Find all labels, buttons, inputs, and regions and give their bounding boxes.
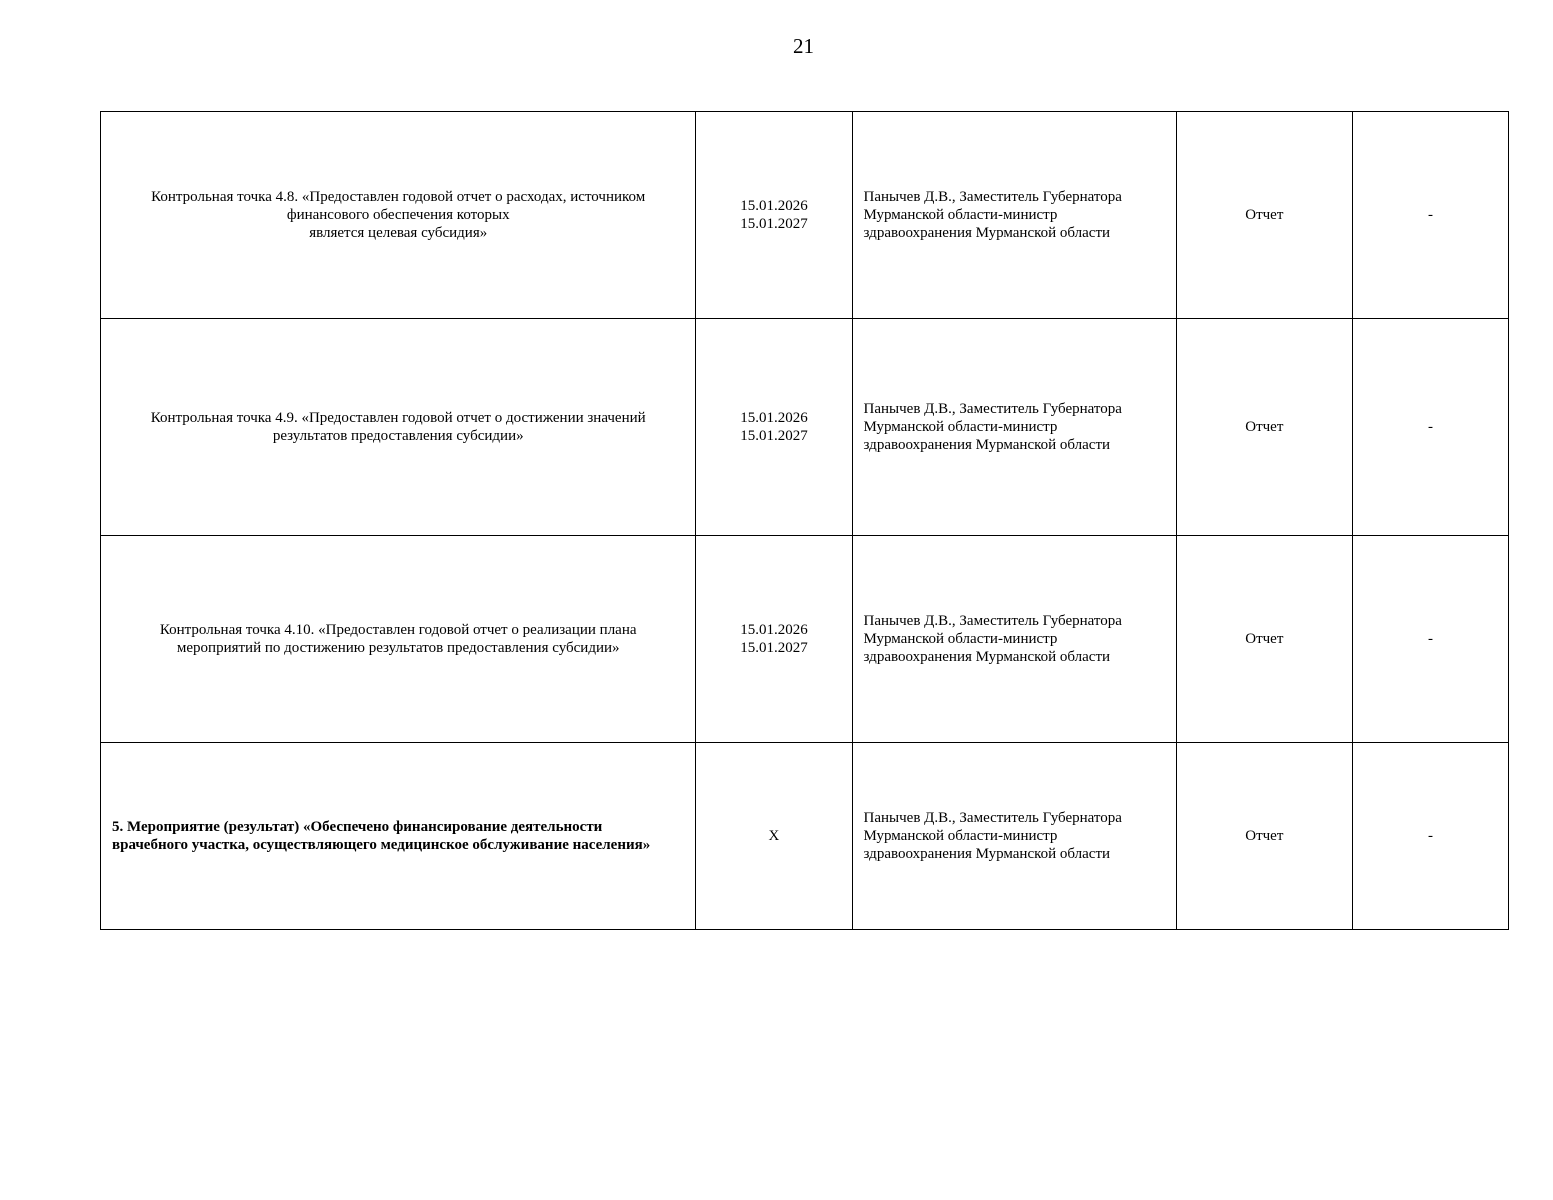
responsible-line: здравоохранения Мурманской области [863, 846, 1111, 862]
deadline-cell [696, 319, 852, 536]
event-name-cell [101, 112, 696, 319]
responsible-cell [852, 112, 1176, 319]
document-type-cell: Отчет [1176, 112, 1352, 319]
responsible-cell [852, 743, 1176, 930]
event-name-line: Контрольная точка 4.10. «Предоставлен годовой отчет о реализации плана [159, 622, 637, 638]
event-name-cell [101, 319, 696, 536]
document-type-cell: Отчет [1176, 319, 1352, 536]
event-name-line: 5. Мероприятие (результат) «Обеспечено финансирование деятельности [112, 819, 603, 835]
responsible-line: Панычев Д.В., Заместитель Губернатора [863, 189, 1122, 205]
responsible-line: здравоохранения Мурманской области [863, 649, 1111, 665]
note-cell: - [1352, 743, 1508, 930]
event-name-line: врачебного участка, осуществляющего медицинское обслуживание населения» [112, 837, 651, 853]
responsible-line: Панычев Д.В., Заместитель Губернатора [863, 613, 1122, 629]
deadline-date: 15.01.2026 [740, 198, 808, 214]
event-name-line: Контрольная точка 4.8. «Предоставлен годовой отчет о расходах, источником [151, 189, 646, 205]
responsible-line: Мурманской области-министр [863, 207, 1058, 223]
control-points-table [100, 111, 1509, 930]
event-name-line: Контрольная точка 4.9. «Предоставлен годовой отчет о достижении значений [150, 410, 646, 426]
event-name-cell [101, 743, 696, 930]
table-row [101, 319, 1509, 536]
event-name-line: финансового обеспечения которых [286, 207, 510, 223]
page-number: 21 [793, 34, 814, 58]
event-name-line: мероприятий по достижению результатов предоставления субсидии» [176, 640, 620, 656]
deadline-date: 15.01.2027 [740, 216, 808, 232]
table-row [101, 112, 1509, 319]
event-name-cell [101, 536, 696, 743]
deadline-cell [696, 743, 852, 930]
deadline-cell [696, 536, 852, 743]
responsible-line: Мурманской области-министр [863, 419, 1058, 435]
document-type-cell: Отчет [1176, 536, 1352, 743]
responsible-line: Мурманской области-министр [863, 828, 1058, 844]
deadline-date: X [768, 828, 780, 844]
document-type-cell: Отчет [1176, 743, 1352, 930]
table-row [101, 536, 1509, 743]
responsible-cell [852, 536, 1176, 743]
deadline-date: 15.01.2026 [740, 410, 808, 426]
note-cell: - [1352, 112, 1508, 319]
responsible-line: Панычев Д.В., Заместитель Губернатора [863, 810, 1122, 826]
deadline-date: 15.01.2027 [740, 640, 808, 656]
note-cell: - [1352, 319, 1508, 536]
note-cell: - [1352, 536, 1508, 743]
deadline-date: 15.01.2026 [740, 622, 808, 638]
table-row [101, 743, 1509, 930]
responsible-line: здравоохранения Мурманской области [863, 437, 1111, 453]
responsible-line: Мурманской области-министр [863, 631, 1058, 647]
event-name-line: результатов предоставления субсидии» [272, 428, 524, 444]
deadline-date: 15.01.2027 [740, 428, 808, 444]
event-name-line: является целевая субсидия» [309, 225, 488, 241]
responsible-line: здравоохранения Мурманской области [863, 225, 1111, 241]
responsible-cell [852, 319, 1176, 536]
responsible-line: Панычев Д.В., Заместитель Губернатора [863, 401, 1122, 417]
deadline-cell [696, 112, 852, 319]
